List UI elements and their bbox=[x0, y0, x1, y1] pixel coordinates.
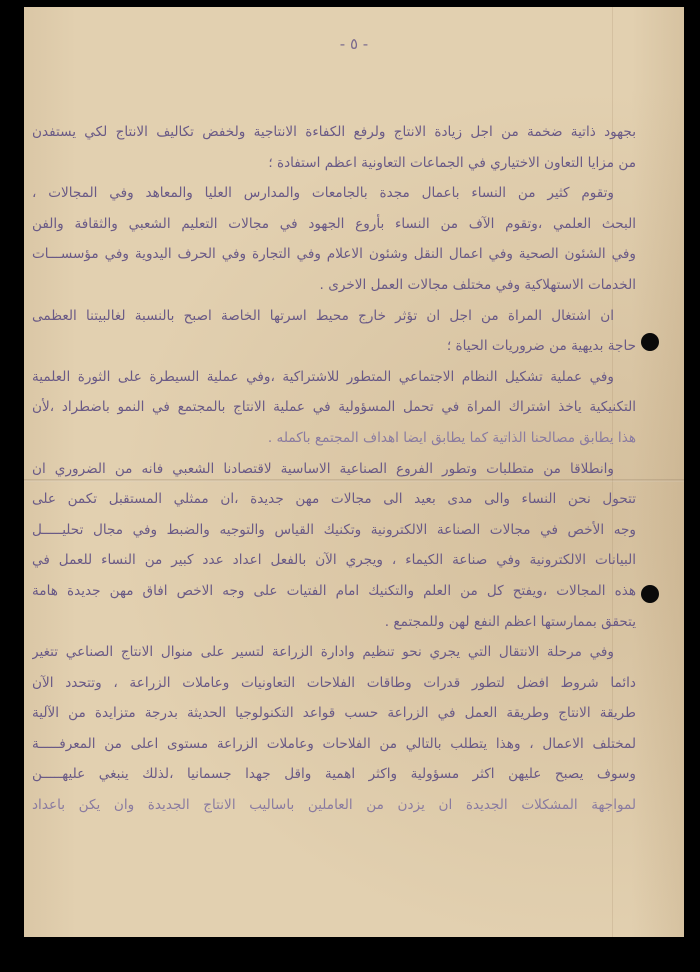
text-line: وتقوم كثير من النساء باعمال مجدة بالجامعات والمدارس العليا والمعاهد وفي المجالات ، bbox=[32, 185, 614, 202]
text-line: لمواجهة المشكلات الجديدة ان يزدن من العاملين باساليب الانتاج الجديدة وان يكن باعداد bbox=[32, 797, 636, 814]
text-line: التكنيكية ياخذ اشتراك المراة في تحمل المسؤولية في عملية الانتاج بالمجتمع في النمو باضطراد ،لأن bbox=[32, 399, 636, 416]
text-line: يتحقق بممارستها اعظم النفع لهن وللمجتمع . bbox=[384, 613, 636, 630]
text-line: بجهود ذاتية ضخمة من اجل زيادة الانتاج ولرفع الكفاءة الانتاجية ولخفض تكاليف الانتاج لكي يستفدن bbox=[32, 124, 636, 140]
text-line: وسوف يصبح عليهن اكثر مسؤولية واكثر اهمية واقل جهدا جسمانيا ،لذلك ينبغي عليهـــــن bbox=[32, 766, 636, 783]
punch-hole-bottom bbox=[641, 585, 659, 603]
text-line: وفي عملية تشكيل النظام الاجتماعي المتطور للاشتراكية ،وفي عملية السيطرة على الثورة العلمية bbox=[32, 368, 614, 385]
text-line: حاجة بديهية من ضروريات الحياة ؛ bbox=[446, 338, 636, 355]
text-line: البحث العلمي ،وتقوم الآف من النساء بأروع الجهود في مجالات التعليم الشعبي والثقافة والفن bbox=[32, 215, 636, 232]
page-number: - ٥ - bbox=[339, 35, 369, 53]
text-line: وفي مرحلة الانتقال التي يجري نحو تنظيم وادارة الزراعة لتسير على منوال الانتاج الصناعي تتغير bbox=[32, 644, 614, 661]
text-line: هذا يطابق مصالحنا الذاتية كما يطابق ايضا اهداف المجتمع باكمله . bbox=[267, 429, 636, 446]
text-line: من مزايا التعاون الاختياري في الجماعات التعاونية اعظم استفادة ؛ bbox=[268, 154, 636, 171]
text-line: وجه الأخص في مجالات الصناعة الالكترونية وتكنيك القياس والتوجيه والضبط وفي مجال تحليـــــل bbox=[32, 521, 636, 538]
text-line: لمختلف الاعمال ، وهذا يتطلب بالتالي من الفلاحات وعاملات الزراعة مستوى اعلى من المعرفـــــة bbox=[32, 735, 636, 752]
text-line: وانطلاقا من متطلبات وتطور الفروع الصناعية الاساسية لاقتصادنا الشعبي فانه من الضروري ان bbox=[32, 460, 614, 477]
text-line: البيانات الالكترونية وفي صناعة الكيماء ، ويجري الآن بالفعل اعداد عدد كبير من النساء للعمل في bbox=[32, 552, 636, 569]
text-line: طريقة الانتاج وطريقة العمل في الزراعة حسب قواعد التكنولوجيا الحديثة بدرجة متزايدة من الآلية bbox=[32, 705, 636, 722]
punch-hole-top bbox=[641, 333, 659, 351]
document-body bbox=[32, 117, 636, 821]
text-line: دائما شروط افضل لتطور قدرات وطاقات الفلاحات التعاونيات وعاملات الزراعة ، وتتحدد الآن bbox=[32, 674, 636, 691]
document-page bbox=[24, 7, 684, 937]
text-line: ان اشتغال المراة من اجل ان تؤثر خارج محيط اسرتها الخاصة اصبح بالنسبة لغالبيتنا العظمى bbox=[32, 307, 614, 324]
text-line: تتحول نحن النساء والى مدى بعيد الى مجالات مهن جديدة ،ان ممثلي المستقبل تكمن على bbox=[32, 491, 636, 508]
text-line: هذه المجالات ،ويفتح كل من العلم والتكنيك امام الفتيات على وجه الاخص افاق مهن جديدة هامة bbox=[32, 582, 636, 599]
text-line: وفي الشئون الصحية وفي اعمال النقل وشئون الاعلام وفي التجارة وفي الحرف اليدوية وفي مؤسســـات bbox=[32, 246, 636, 263]
text-line: الخدمات الاستهلاكية وفي مختلف مجالات العمل الاخرى . bbox=[319, 276, 636, 293]
